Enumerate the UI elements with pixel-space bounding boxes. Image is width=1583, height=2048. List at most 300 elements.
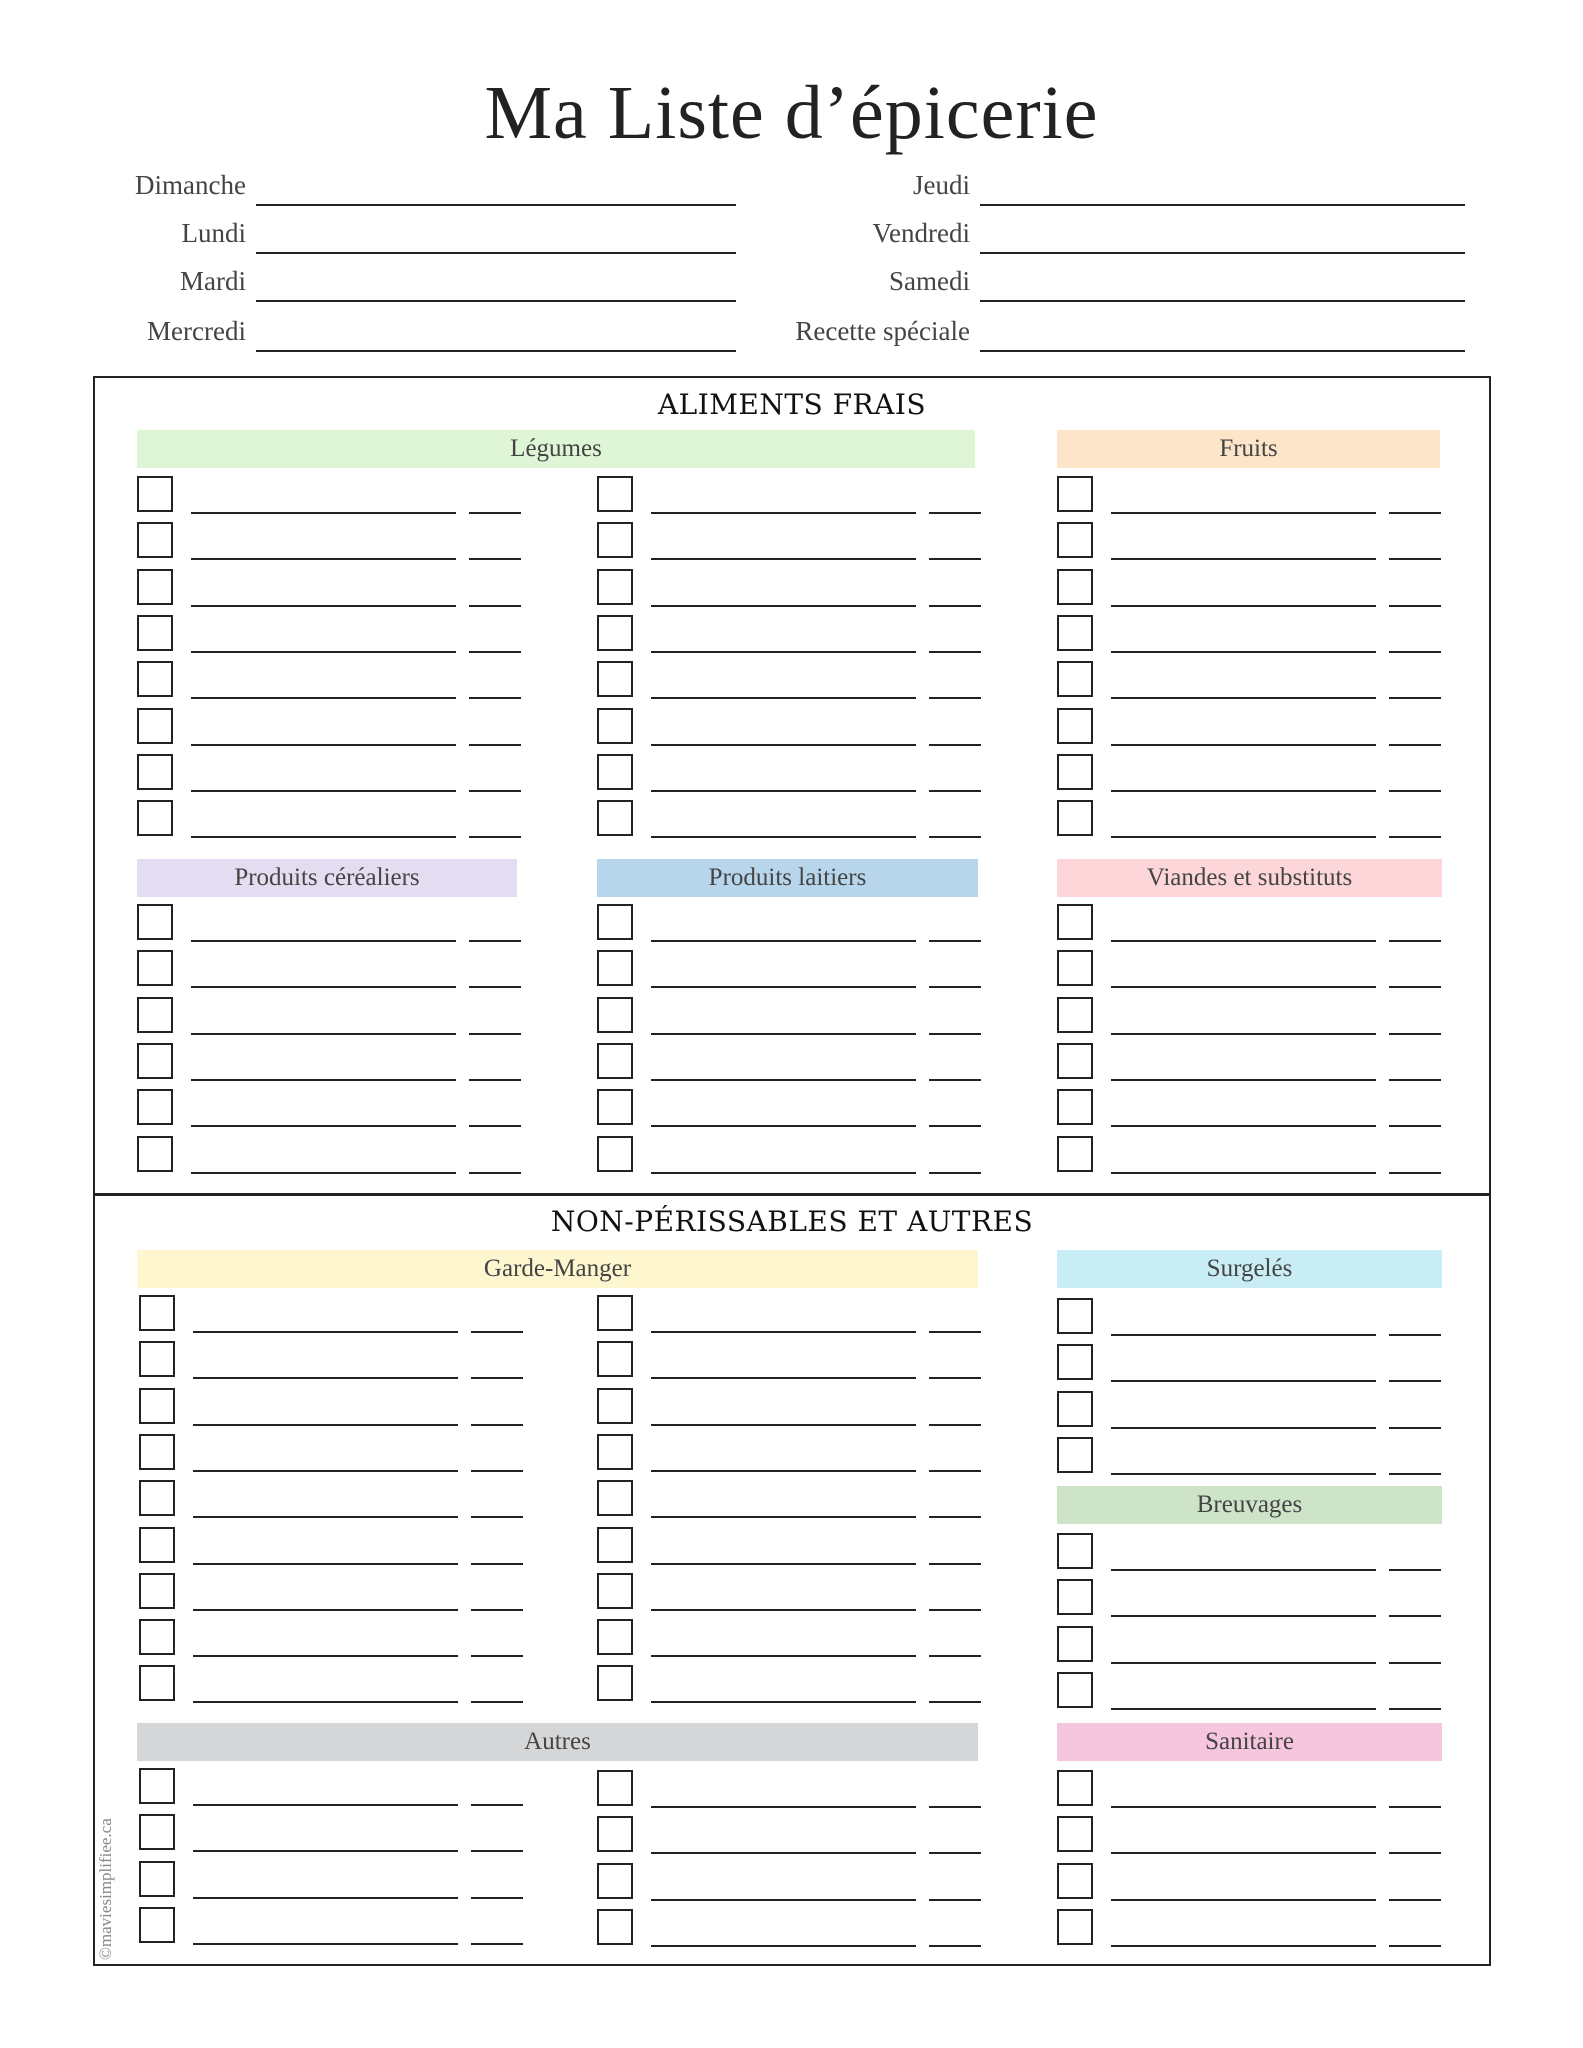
category-autres: Autres <box>137 1723 978 1761</box>
item-checkbox[interactable] <box>597 708 633 744</box>
item-quantity-line[interactable] <box>929 1331 981 1333</box>
list-item <box>597 752 997 792</box>
item-checkbox[interactable] <box>1057 1391 1093 1427</box>
item-quantity-line[interactable] <box>929 1609 981 1611</box>
item-checkbox[interactable] <box>597 1480 633 1516</box>
day-line-mercredi[interactable] <box>256 350 736 352</box>
item-quantity-line[interactable] <box>929 1470 981 1472</box>
item-quantity-line[interactable] <box>469 697 521 699</box>
item-checkbox[interactable] <box>597 1863 633 1899</box>
day-line-vendredi[interactable] <box>980 252 1465 254</box>
list-item <box>1057 1907 1457 1947</box>
item-checkbox[interactable] <box>139 1434 175 1470</box>
item-name-line[interactable] <box>193 1609 458 1611</box>
list-item <box>137 567 537 607</box>
item-quantity-line[interactable] <box>471 1943 523 1945</box>
item-checkbox[interactable] <box>1057 1579 1093 1615</box>
item-checkbox[interactable] <box>137 1136 173 1172</box>
item-checkbox[interactable] <box>1057 1136 1093 1172</box>
item-checkbox[interactable] <box>597 569 633 605</box>
list-item <box>137 1087 537 1127</box>
item-name-line[interactable] <box>651 836 916 838</box>
list-item <box>139 1339 539 1379</box>
item-quantity-line[interactable] <box>929 1563 981 1565</box>
item-checkbox[interactable] <box>137 615 173 651</box>
item-quantity-line[interactable] <box>929 744 981 746</box>
item-name-line[interactable] <box>191 1033 456 1035</box>
item-checkbox[interactable] <box>1057 800 1093 836</box>
item-checkbox[interactable] <box>1057 904 1093 940</box>
list-item <box>139 1293 539 1333</box>
item-quantity-line[interactable] <box>929 1079 981 1081</box>
item-quantity-line[interactable] <box>1389 1899 1441 1901</box>
item-name-line[interactable] <box>191 605 456 607</box>
item-name-line[interactable] <box>651 1899 916 1901</box>
item-checkbox[interactable] <box>137 569 173 605</box>
item-checkbox[interactable] <box>139 1814 175 1850</box>
item-name-line[interactable] <box>1111 1172 1376 1174</box>
item-quantity-line[interactable] <box>929 1033 981 1035</box>
item-checkbox[interactable] <box>597 1665 633 1701</box>
list-item <box>1057 613 1457 653</box>
item-name-line[interactable] <box>651 940 916 942</box>
item-quantity-line[interactable] <box>469 986 521 988</box>
item-checkbox[interactable] <box>139 1388 175 1424</box>
item-quantity-line[interactable] <box>929 1377 981 1379</box>
item-name-line[interactable] <box>1111 1615 1376 1617</box>
list-item <box>139 1617 539 1657</box>
item-name-line[interactable] <box>193 1331 458 1333</box>
item-checkbox[interactable] <box>139 1295 175 1331</box>
item-checkbox[interactable] <box>597 1136 633 1172</box>
item-name-line[interactable] <box>191 512 456 514</box>
item-checkbox[interactable] <box>137 1043 173 1079</box>
item-name-line[interactable] <box>651 1516 916 1518</box>
item-quantity-line[interactable] <box>1389 1334 1441 1336</box>
item-quantity-line[interactable] <box>471 1655 523 1657</box>
list-item <box>137 659 537 699</box>
item-checkbox[interactable] <box>597 1341 633 1377</box>
category-sanitaire: Sanitaire <box>1057 1723 1442 1761</box>
day-label-mardi: Mardi <box>180 266 246 296</box>
item-quantity-line[interactable] <box>1389 1172 1441 1174</box>
item-name-line[interactable] <box>1111 940 1376 942</box>
list-item <box>597 902 997 942</box>
item-name-line[interactable] <box>1111 1945 1376 1947</box>
item-quantity-line[interactable] <box>1389 651 1441 653</box>
item-checkbox[interactable] <box>137 476 173 512</box>
item-name-line[interactable] <box>1111 605 1376 607</box>
day-line-jeudi[interactable] <box>980 204 1465 206</box>
item-name-line[interactable] <box>193 1655 458 1657</box>
item-name-line[interactable] <box>193 1943 458 1945</box>
item-name-line[interactable] <box>193 1424 458 1426</box>
item-name-line[interactable] <box>651 558 916 560</box>
item-quantity-line[interactable] <box>1389 558 1441 560</box>
item-quantity-line[interactable] <box>469 790 521 792</box>
item-quantity-line[interactable] <box>1389 1473 1441 1475</box>
day-line-samedi[interactable] <box>980 300 1465 302</box>
list-item <box>597 1339 997 1379</box>
item-quantity-line[interactable] <box>469 1079 521 1081</box>
item-name-line[interactable] <box>193 1850 458 1852</box>
item-name-line[interactable] <box>1111 1852 1376 1854</box>
day-line-recette-speciale[interactable] <box>980 350 1465 352</box>
item-quantity-line[interactable] <box>469 940 521 942</box>
item-name-line[interactable] <box>1111 836 1376 838</box>
item-quantity-line[interactable] <box>1389 697 1441 699</box>
item-quantity-line[interactable] <box>1389 1852 1441 1854</box>
item-quantity-line[interactable] <box>1389 940 1441 942</box>
item-quantity-line[interactable] <box>1389 790 1441 792</box>
item-name-line[interactable] <box>1111 1899 1376 1901</box>
item-name-line[interactable] <box>651 1377 916 1379</box>
item-checkbox[interactable] <box>139 1341 175 1377</box>
item-checkbox[interactable] <box>1057 615 1093 651</box>
item-name-line[interactable] <box>193 1377 458 1379</box>
item-name-line[interactable] <box>651 512 916 514</box>
item-checkbox[interactable] <box>139 1527 175 1563</box>
day-line-lundi[interactable] <box>256 252 736 254</box>
day-label-samedi: Samedi <box>889 266 970 296</box>
day-line-mardi[interactable] <box>256 300 736 302</box>
item-quantity-line[interactable] <box>1389 1569 1441 1571</box>
item-checkbox[interactable] <box>1057 476 1093 512</box>
item-quantity-line[interactable] <box>1389 1125 1441 1127</box>
item-checkbox[interactable] <box>1057 708 1093 744</box>
item-name-line[interactable] <box>193 1897 458 1899</box>
item-quantity-line[interactable] <box>1389 1380 1441 1382</box>
item-name-line[interactable] <box>1111 512 1376 514</box>
item-name-line[interactable] <box>651 1079 916 1081</box>
item-quantity-line[interactable] <box>471 1897 523 1899</box>
item-checkbox[interactable] <box>1057 569 1093 605</box>
item-quantity-line[interactable] <box>469 558 521 560</box>
item-quantity-line[interactable] <box>469 744 521 746</box>
item-name-line[interactable] <box>193 1701 458 1703</box>
item-quantity-line[interactable] <box>471 1609 523 1611</box>
item-name-line[interactable] <box>1111 1079 1376 1081</box>
list-item <box>1057 520 1457 560</box>
item-name-line[interactable] <box>191 1172 456 1174</box>
item-checkbox[interactable] <box>137 800 173 836</box>
item-checkbox[interactable] <box>1057 950 1093 986</box>
list-item <box>139 1663 539 1703</box>
list-item <box>137 520 537 560</box>
item-checkbox[interactable] <box>597 1527 633 1563</box>
item-checkbox[interactable] <box>1057 1043 1093 1079</box>
item-checkbox[interactable] <box>597 1434 633 1470</box>
list-item <box>597 1814 997 1854</box>
item-quantity-line[interactable] <box>1389 1945 1441 1947</box>
item-checkbox[interactable] <box>597 904 633 940</box>
item-checkbox[interactable] <box>137 708 173 744</box>
item-name-line[interactable] <box>1111 1806 1376 1808</box>
item-name-line[interactable] <box>1111 744 1376 746</box>
item-name-line[interactable] <box>651 1852 916 1854</box>
item-checkbox[interactable] <box>1057 1770 1093 1806</box>
item-checkbox[interactable] <box>139 1861 175 1897</box>
item-checkbox[interactable] <box>597 522 633 558</box>
item-name-line[interactable] <box>1111 1033 1376 1035</box>
item-checkbox[interactable] <box>137 661 173 697</box>
item-quantity-line[interactable] <box>471 1563 523 1565</box>
list-item <box>597 1041 997 1081</box>
item-checkbox[interactable] <box>597 1816 633 1852</box>
item-name-line[interactable] <box>651 790 916 792</box>
item-name-line[interactable] <box>651 1331 916 1333</box>
item-quantity-line[interactable] <box>1389 605 1441 607</box>
item-quantity-line[interactable] <box>929 1172 981 1174</box>
item-quantity-line[interactable] <box>471 1804 523 1806</box>
item-name-line[interactable] <box>193 1804 458 1806</box>
item-checkbox[interactable] <box>139 1907 175 1943</box>
item-quantity-line[interactable] <box>929 651 981 653</box>
item-name-line[interactable] <box>651 1945 916 1947</box>
item-quantity-line[interactable] <box>929 836 981 838</box>
list-item <box>139 1571 539 1611</box>
item-name-line[interactable] <box>651 1033 916 1035</box>
item-name-line[interactable] <box>651 1172 916 1174</box>
list-item <box>597 1525 997 1565</box>
section-title-fresh: ALIMENTS FRAIS <box>657 388 927 421</box>
item-name-line[interactable] <box>651 1563 916 1565</box>
item-quantity-line[interactable] <box>469 651 521 653</box>
list-item <box>1057 1087 1457 1127</box>
item-quantity-line[interactable] <box>929 605 981 607</box>
list-item <box>1057 1814 1457 1854</box>
item-name-line[interactable] <box>651 1655 916 1657</box>
item-name-line[interactable] <box>1111 1473 1376 1475</box>
list-item <box>1057 1435 1457 1475</box>
item-quantity-line[interactable] <box>1389 1079 1441 1081</box>
item-name-line[interactable] <box>193 1563 458 1565</box>
item-checkbox[interactable] <box>139 1768 175 1804</box>
item-name-line[interactable] <box>1111 1662 1376 1664</box>
item-quantity-line[interactable] <box>471 1470 523 1472</box>
list-item <box>139 1478 539 1518</box>
item-name-line[interactable] <box>651 1125 916 1127</box>
item-quantity-line[interactable] <box>1389 512 1441 514</box>
item-checkbox[interactable] <box>137 1089 173 1125</box>
item-quantity-line[interactable] <box>929 512 981 514</box>
item-quantity-line[interactable] <box>929 1899 981 1901</box>
item-quantity-line[interactable] <box>469 605 521 607</box>
item-quantity-line[interactable] <box>469 1033 521 1035</box>
item-checkbox[interactable] <box>139 1619 175 1655</box>
list-item <box>597 1293 997 1333</box>
item-name-line[interactable] <box>1111 1125 1376 1127</box>
list-item <box>137 613 537 653</box>
item-quantity-line[interactable] <box>929 986 981 988</box>
item-checkbox[interactable] <box>137 997 173 1033</box>
item-checkbox[interactable] <box>1057 1672 1093 1708</box>
item-checkbox[interactable] <box>1057 661 1093 697</box>
item-checkbox[interactable] <box>597 1573 633 1609</box>
item-checkbox[interactable] <box>597 754 633 790</box>
item-checkbox[interactable] <box>597 1619 633 1655</box>
item-name-line[interactable] <box>651 744 916 746</box>
item-name-line[interactable] <box>651 651 916 653</box>
item-quantity-line[interactable] <box>471 1377 523 1379</box>
item-checkbox[interactable] <box>1057 1816 1093 1852</box>
item-name-line[interactable] <box>191 836 456 838</box>
item-quantity-line[interactable] <box>471 1424 523 1426</box>
list-item <box>1057 1768 1457 1808</box>
item-checkbox[interactable] <box>597 950 633 986</box>
item-quantity-line[interactable] <box>929 1424 981 1426</box>
item-name-line[interactable] <box>191 1079 456 1081</box>
list-item <box>137 1134 537 1174</box>
item-name-line[interactable] <box>191 1125 456 1127</box>
item-checkbox[interactable] <box>597 800 633 836</box>
day-label-lundi: Lundi <box>181 218 246 248</box>
day-label-mercredi: Mercredi <box>147 316 246 346</box>
item-name-line[interactable] <box>193 1516 458 1518</box>
item-quantity-line[interactable] <box>469 1172 521 1174</box>
item-name-line[interactable] <box>1111 1380 1376 1382</box>
item-checkbox[interactable] <box>597 1909 633 1945</box>
item-quantity-line[interactable] <box>1389 836 1441 838</box>
list-item <box>1057 1577 1457 1617</box>
item-quantity-line[interactable] <box>1389 1806 1441 1808</box>
item-quantity-line[interactable] <box>1389 1033 1441 1035</box>
item-name-line[interactable] <box>651 697 916 699</box>
item-name-line[interactable] <box>651 1470 916 1472</box>
item-name-line[interactable] <box>651 1806 916 1808</box>
item-quantity-line[interactable] <box>1389 1662 1441 1664</box>
list-item <box>597 1861 997 1901</box>
list-item <box>137 948 537 988</box>
item-quantity-line[interactable] <box>929 1701 981 1703</box>
list-item <box>1057 659 1457 699</box>
item-name-line[interactable] <box>191 697 456 699</box>
item-quantity-line[interactable] <box>1389 744 1441 746</box>
item-name-line[interactable] <box>651 1609 916 1611</box>
item-checkbox[interactable] <box>597 1089 633 1125</box>
item-quantity-line[interactable] <box>929 1852 981 1854</box>
item-quantity-line[interactable] <box>929 1516 981 1518</box>
item-name-line[interactable] <box>651 1701 916 1703</box>
item-name-line[interactable] <box>1111 1334 1376 1336</box>
item-name-line[interactable] <box>193 1470 458 1472</box>
item-quantity-line[interactable] <box>471 1331 523 1333</box>
list-item <box>1057 1670 1457 1710</box>
list-item <box>1057 902 1457 942</box>
item-quantity-line[interactable] <box>929 697 981 699</box>
item-checkbox[interactable] <box>1057 1626 1093 1662</box>
list-item <box>1057 1342 1457 1382</box>
item-checkbox[interactable] <box>597 615 633 651</box>
category-surgeles: Surgelés <box>1057 1250 1442 1288</box>
item-checkbox[interactable] <box>139 1573 175 1609</box>
item-name-line[interactable] <box>1111 1427 1376 1429</box>
item-checkbox[interactable] <box>1057 1437 1093 1473</box>
list-item <box>597 1478 997 1518</box>
item-quantity-line[interactable] <box>929 1945 981 1947</box>
list-item <box>1057 1296 1457 1336</box>
item-checkbox[interactable] <box>139 1665 175 1701</box>
item-checkbox[interactable] <box>597 997 633 1033</box>
item-checkbox[interactable] <box>1057 1089 1093 1125</box>
item-name-line[interactable] <box>191 986 456 988</box>
item-quantity-line[interactable] <box>1389 1427 1441 1429</box>
item-name-line[interactable] <box>651 605 916 607</box>
item-name-line[interactable] <box>191 651 456 653</box>
item-name-line[interactable] <box>191 940 456 942</box>
item-name-line[interactable] <box>651 1424 916 1426</box>
item-name-line[interactable] <box>1111 697 1376 699</box>
item-checkbox[interactable] <box>1057 1298 1093 1334</box>
item-name-line[interactable] <box>191 744 456 746</box>
list-item <box>597 1768 997 1808</box>
item-checkbox[interactable] <box>1057 997 1093 1033</box>
item-checkbox[interactable] <box>1057 754 1093 790</box>
item-quantity-line[interactable] <box>929 1125 981 1127</box>
item-checkbox[interactable] <box>1057 1863 1093 1899</box>
item-checkbox[interactable] <box>1057 522 1093 558</box>
item-quantity-line[interactable] <box>471 1516 523 1518</box>
item-quantity-line[interactable] <box>471 1701 523 1703</box>
item-checkbox[interactable] <box>597 1295 633 1331</box>
item-quantity-line[interactable] <box>929 1655 981 1657</box>
item-checkbox[interactable] <box>137 754 173 790</box>
list-item <box>597 1663 997 1703</box>
item-name-line[interactable] <box>1111 1708 1376 1710</box>
item-checkbox[interactable] <box>137 522 173 558</box>
item-quantity-line[interactable] <box>1389 1708 1441 1710</box>
item-checkbox[interactable] <box>1057 1344 1093 1380</box>
day-line-dimanche[interactable] <box>256 204 736 206</box>
item-checkbox[interactable] <box>137 904 173 940</box>
list-item <box>139 1525 539 1565</box>
item-quantity-line[interactable] <box>469 836 521 838</box>
item-checkbox[interactable] <box>1057 1533 1093 1569</box>
item-quantity-line[interactable] <box>929 940 981 942</box>
item-quantity-line[interactable] <box>929 558 981 560</box>
item-name-line[interactable] <box>651 986 916 988</box>
item-quantity-line[interactable] <box>929 790 981 792</box>
item-name-line[interactable] <box>1111 986 1376 988</box>
item-checkbox[interactable] <box>137 950 173 986</box>
item-name-line[interactable] <box>1111 790 1376 792</box>
item-checkbox[interactable] <box>597 1388 633 1424</box>
item-checkbox[interactable] <box>597 476 633 512</box>
item-name-line[interactable] <box>191 790 456 792</box>
list-item <box>137 995 537 1035</box>
item-checkbox[interactable] <box>139 1480 175 1516</box>
item-quantity-line[interactable] <box>1389 1615 1441 1617</box>
item-quantity-line[interactable] <box>1389 986 1441 988</box>
item-checkbox[interactable] <box>597 1043 633 1079</box>
item-name-line[interactable] <box>1111 558 1376 560</box>
item-quantity-line[interactable] <box>471 1850 523 1852</box>
day-label-vendredi: Vendredi <box>872 218 970 248</box>
list-item <box>137 1041 537 1081</box>
item-checkbox[interactable] <box>597 661 633 697</box>
item-name-line[interactable] <box>1111 651 1376 653</box>
item-checkbox[interactable] <box>597 1770 633 1806</box>
item-quantity-line[interactable] <box>469 512 521 514</box>
list-item <box>597 520 997 560</box>
item-name-line[interactable] <box>191 558 456 560</box>
item-quantity-line[interactable] <box>929 1806 981 1808</box>
item-checkbox[interactable] <box>1057 1909 1093 1945</box>
item-quantity-line[interactable] <box>469 1125 521 1127</box>
list-item <box>1057 1861 1457 1901</box>
list-item <box>597 948 997 988</box>
item-name-line[interactable] <box>1111 1569 1376 1571</box>
